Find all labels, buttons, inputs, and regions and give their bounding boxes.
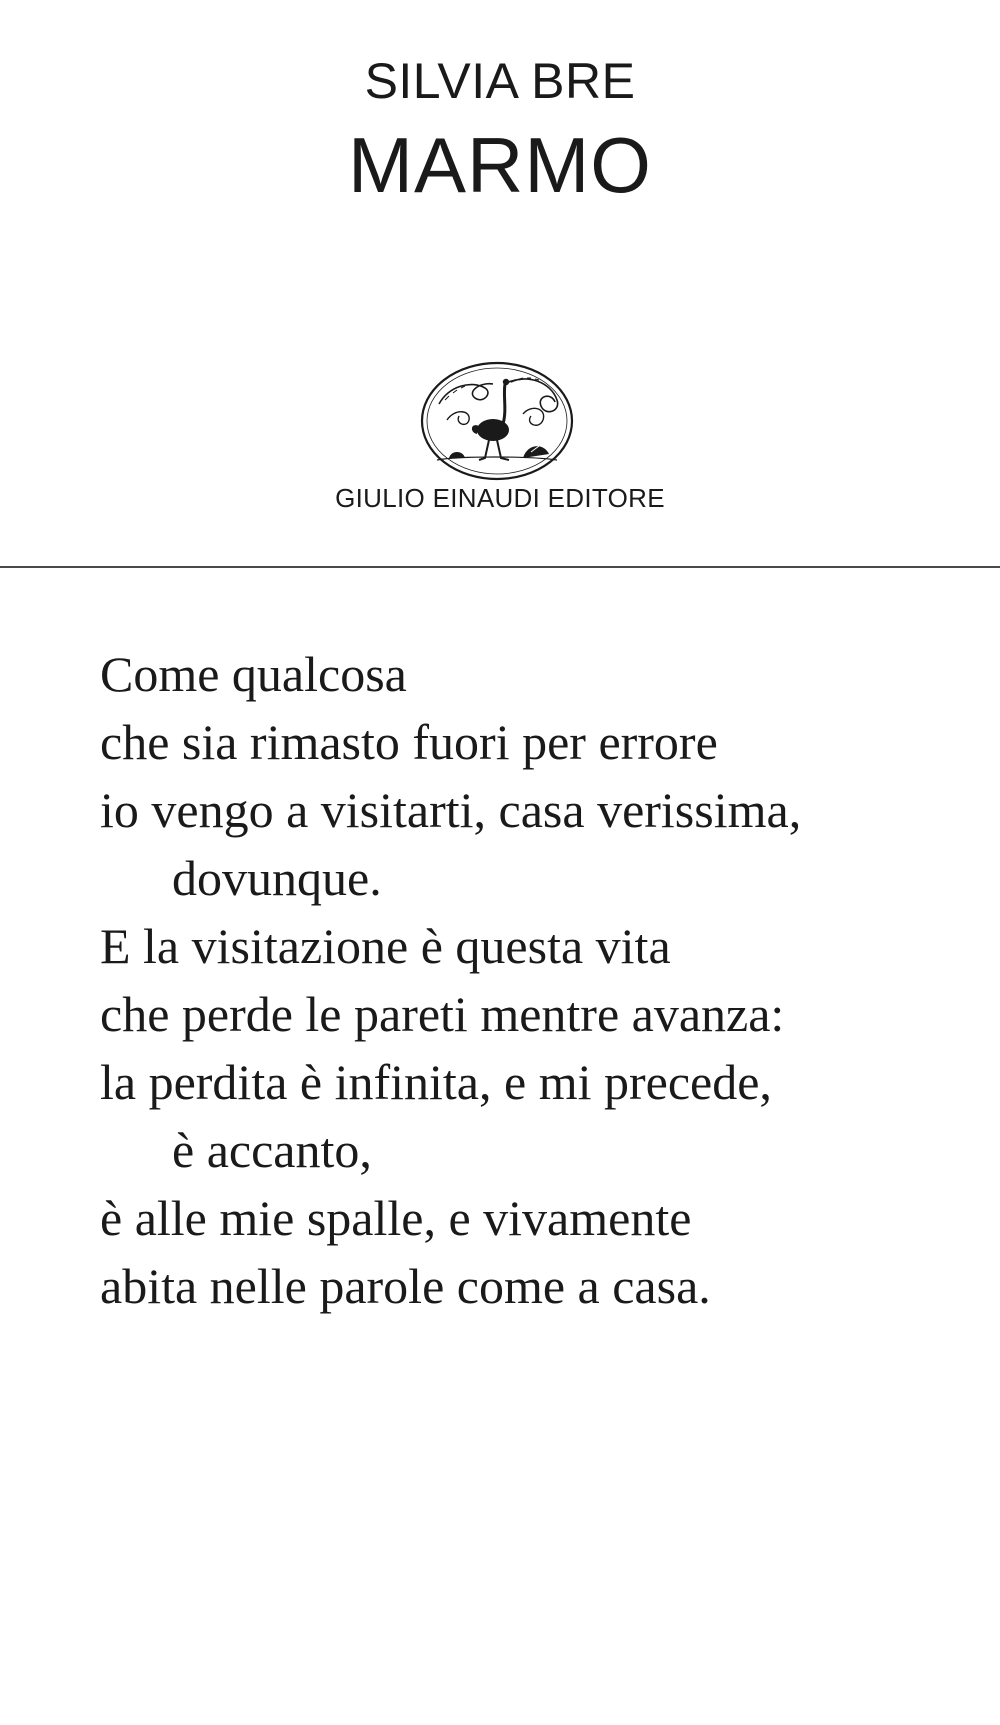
poem-line: Come qualcosa (100, 646, 407, 702)
poem-line: E la visitazione è questa vita (100, 918, 671, 974)
poem-line: la perdita è infinita, e mi precede, (100, 1054, 772, 1110)
poem-text (100, 640, 960, 1320)
poem-line: abita nelle parole come a casa. (100, 1258, 711, 1314)
poem-line: è alle mie spalle, e vivamente (100, 1190, 692, 1246)
poem-line-indented: è accanto, (172, 1122, 372, 1178)
poem-line: che sia rimasto fuori per errore (100, 714, 718, 770)
poem-line: che perde le pareti mentre avanza: (100, 986, 785, 1042)
ostrich-seal-icon (419, 360, 575, 482)
book-title: MARMO (348, 121, 652, 209)
publisher-name: GIULIO EINAUDI EDITORE (335, 483, 665, 513)
divider-rule (0, 566, 1000, 568)
poem-line-indented: dovunque. (172, 850, 382, 906)
author-name: SILVIA BRE (364, 53, 636, 109)
poem-line: io vengo a visitarti, casa verissima, (100, 782, 802, 838)
